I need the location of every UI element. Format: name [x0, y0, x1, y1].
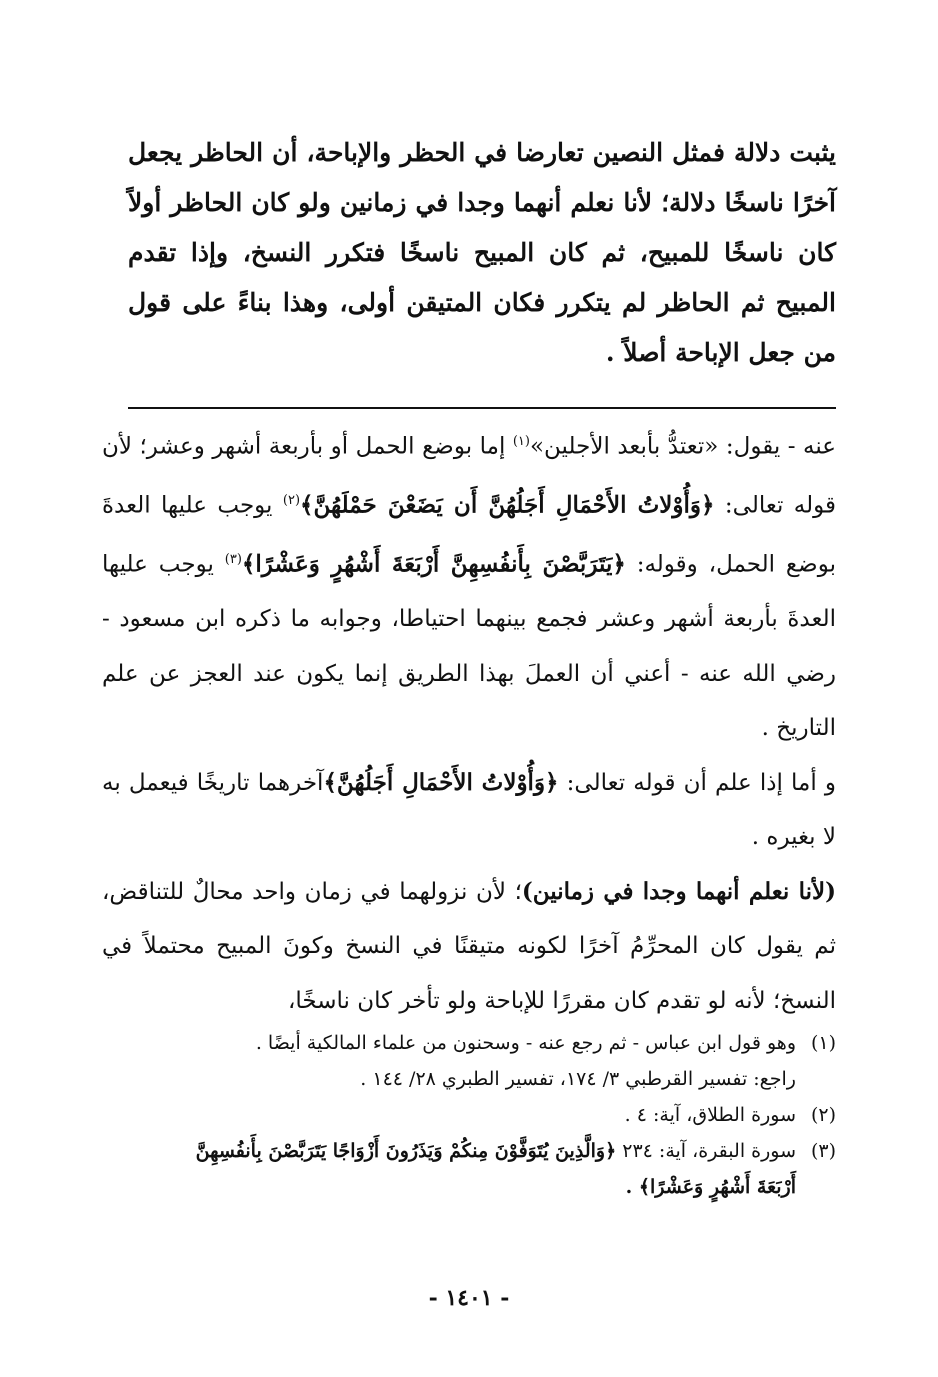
text-segment: ؛ لأن نزولهما في زمان واحد محالٌ للتناقض، ثم يقول كان المحرِّمُ آخرًا لكونه متيقنًا في النسخ وكونَ المبيح محتملاً في النسخ؛ لأنه لو تقدم كان مقررًا للإباحة ولو تأخر كان ناسخًا،	[102, 878, 836, 1014]
commentary-paragraph-1	[102, 415, 836, 756]
text-segment: إما بوضع الحمل أو بأربعة أشهر وعشر؛ لأن قوله تعالى:	[102, 433, 836, 519]
footnote-ref-1[interactable]: (١)	[512, 434, 530, 449]
footnote-number: (٣)	[810, 1140, 836, 1162]
quran-verse: ﴿يَتَرَبَّصْنَ بِأَنفُسِهِنَّ أَرْبَعَةَ أَشْهُرٍ وَعَشْرًا﴾	[241, 550, 626, 578]
footnote-3	[102, 1133, 836, 1169]
footnote-3-continuation: أَرْبَعَةَ أَشْهُرٍ وَعَشْرًا﴾ .	[625, 1176, 796, 1198]
main-paragraph: يثبت دلالة فمثل النصين تعارضا في الحظر والإباحة، أن الحاظر يجعل آخرًا ناسخًا دلالة؛ لأنا نعلم أنهما وجدا في زمانين ولو كان الحاظر أولاً كان ناسخًا للمبيح، ثم كان المبيح ناسخًا فتكرر النسخ، وإذا تقدم المبيح ثم الحاظر لم يتكرر فكان المتيقن أولى، وهذا بناءً على قول من جعل الإباحة أصلاً .	[128, 138, 836, 367]
separator-line	[128, 407, 836, 409]
text-segment: و أما إذا علم أن قوله تعالى:	[558, 769, 836, 796]
footnote-text: وهو قول ابن عباس - ثم رجع عنه - وسحنون من علماء المالكية أيضًا .	[255, 1032, 796, 1054]
footnote-ref-2[interactable]: (٢)	[282, 493, 301, 509]
text-segment: يوجب عليها العدةَ بوضع الحمل، وقوله:	[102, 492, 836, 578]
footnotes	[102, 1025, 836, 1205]
commentary-paragraph-2	[102, 756, 836, 865]
quran-verse: ﴿وَالَّذِينَ يُتَوَفَّوْنَ مِنكُمْ وَيَذَرُونَ أَزْوَاجًا يَتَرَبَّصْنَ بِأَنفُسِهِنَّ	[195, 1140, 617, 1162]
text-segment: آخرهما تاريخًا فيعمل به لا بغيره .	[102, 769, 836, 851]
text-segment: يوجب عليها العدةَ بأربعة أشهر وعشر فجمع بينهما احتياطا، وجوابه ما ذكره ابن مسعود - رضي الله عنه - أعني أن العملَ بهذا الطريق إنما يكون عند العجز عن علم التاريخ .	[102, 551, 836, 742]
footnote-1	[102, 1025, 836, 1061]
quran-verse: ﴿وَأُوْلاتُ الأَحْمَالِ أَجَلُهُنَّ﴾	[323, 768, 559, 796]
quoted-matn: (لأنا نعلم أنهما وجدا في زمانين)	[521, 877, 836, 905]
page-number: - ١٤٠١ -	[428, 1285, 510, 1311]
footnote-text: سورة البقرة، آية: ٢٣٤	[616, 1140, 796, 1162]
text-segment: عنه - يقول: «تعتدُّ بأبعد الأجلين»	[529, 433, 836, 460]
commentary-paragraph-3	[102, 865, 836, 1029]
footnote-ref-3[interactable]: (٣)	[224, 552, 242, 568]
footnote-2	[102, 1097, 836, 1133]
main-text	[128, 128, 836, 378]
footnote-number: (٢)	[810, 1104, 836, 1126]
footnote-text: سورة الطلاق، آية: ٤ .	[624, 1104, 796, 1126]
commentary	[102, 415, 836, 1028]
footnote-1-reference: راجع: تفسير القرطبي ٣/ ١٧٤، تفسير الطبري ٢٨/ ١٤٤ .	[360, 1068, 796, 1090]
quran-verse: ﴿وَأُوْلاتُ الأَحْمَالِ أَجَلُهُنَّ أَن يَضَعْنَ حَمْلَهُنَّ﴾	[300, 491, 715, 519]
footnote-number: (١)	[810, 1032, 836, 1054]
